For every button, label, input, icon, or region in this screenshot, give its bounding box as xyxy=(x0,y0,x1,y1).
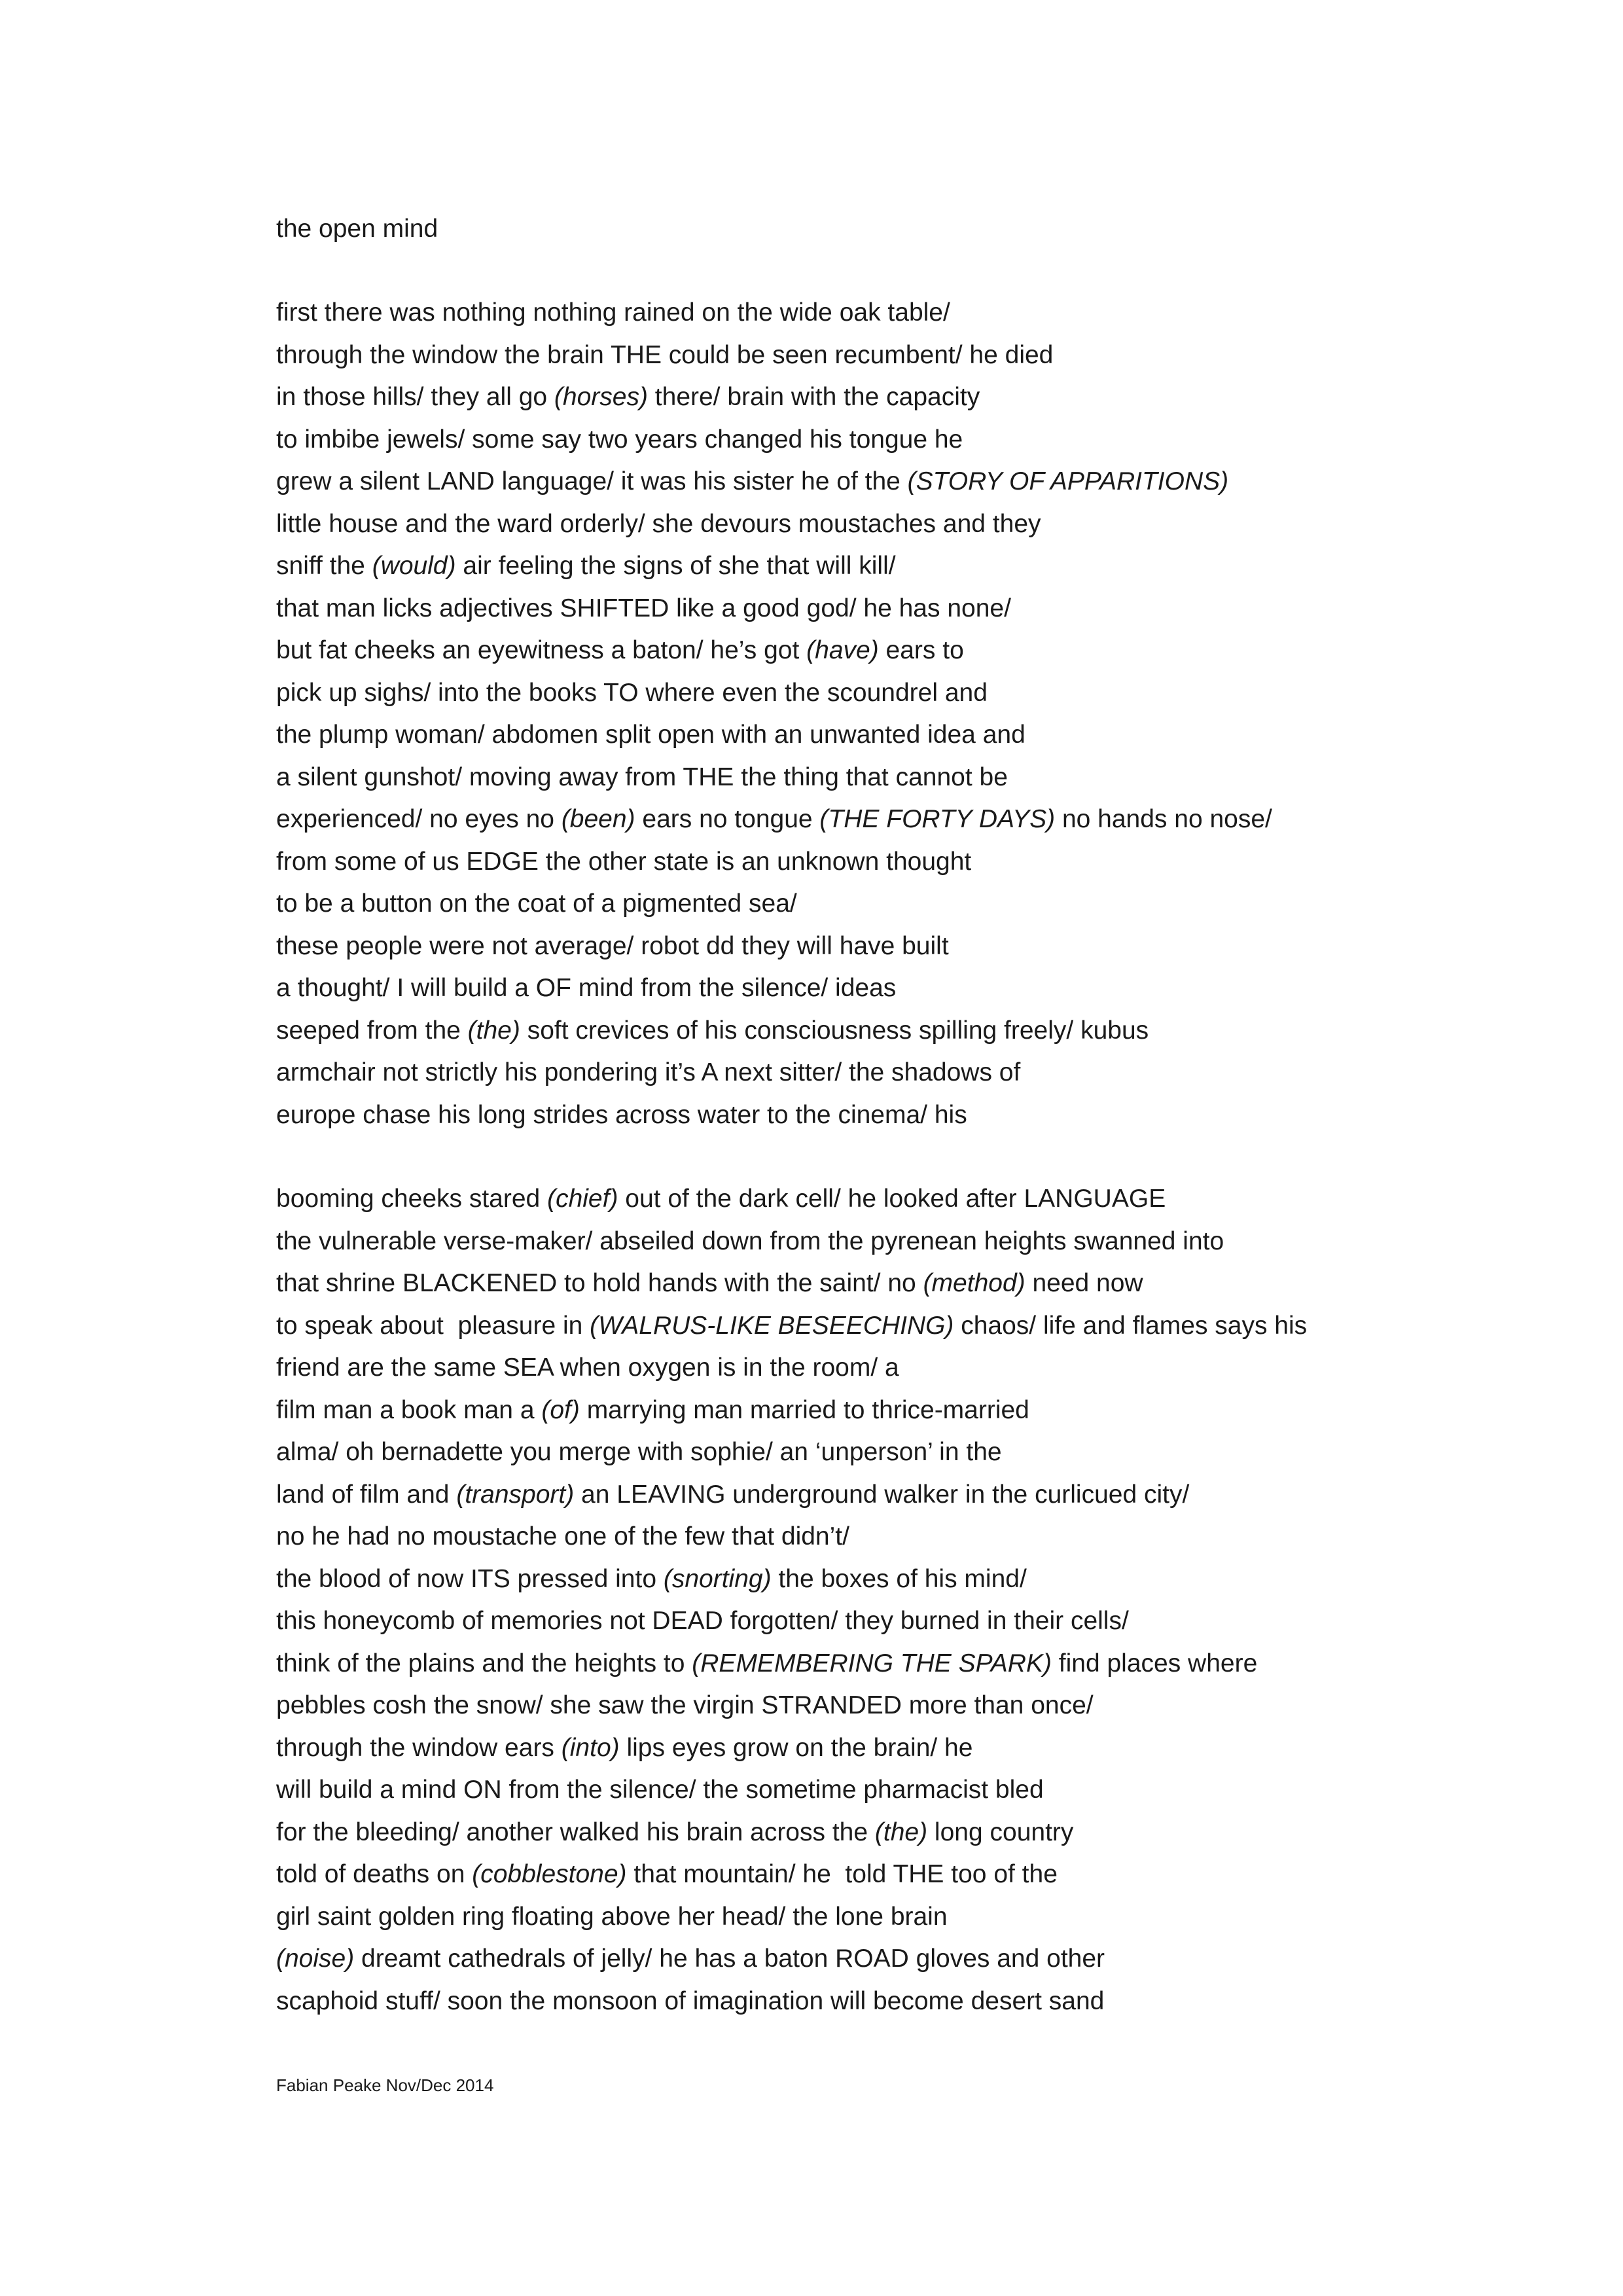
text-segment: the vulnerable verse-maker/ abseiled down from the pyrenean heights swanned into xyxy=(276,1227,1224,1255)
poem-line xyxy=(276,925,1585,968)
text-segment: europe chase his long strides across water to the cinema/ his xyxy=(276,1100,967,1129)
poem-line xyxy=(276,1643,1585,1685)
text-segment: for the bleeding/ another walked his brain across the xyxy=(276,1818,875,1846)
poem-line xyxy=(276,672,1585,715)
text-segment: pebbles cosh the snow/ she saw the virgin STRANDED more than once/ xyxy=(276,1691,1094,1719)
text-segment: dreamt cathedrals of jelly/ he has a baton ROAD gloves and other xyxy=(354,1945,1105,1973)
text-segment: marrying man married to thrice-married xyxy=(579,1395,1029,1424)
poem-line xyxy=(276,419,1585,461)
text-segment: from some of us EDGE the other state is an unknown thought xyxy=(276,847,972,876)
poem-line xyxy=(276,841,1585,884)
text-segment: a silent gunshot/ moving away from THE the thing that cannot be xyxy=(276,762,1008,791)
text-segment: through the window ears xyxy=(276,1733,562,1762)
text-segment: pick up sighs/ into the books TO where even the scoundrel and xyxy=(276,678,988,707)
text-segment: in those hills/ they all go xyxy=(276,383,554,411)
text-segment: sniff the xyxy=(276,552,372,580)
stanza-1 xyxy=(276,292,1585,1136)
poem-line xyxy=(276,1854,1585,1896)
poem-title: the open mind xyxy=(276,215,438,243)
italic-segment: (REMEMBERING THE SPARK) xyxy=(692,1649,1052,1677)
poem-line xyxy=(276,1600,1585,1643)
poem-line xyxy=(276,1178,1585,1221)
text-segment: air feeling the signs of she that will kill/ xyxy=(455,552,896,580)
poem-line xyxy=(276,1558,1585,1601)
poem-line xyxy=(276,1052,1585,1094)
text-segment: this honeycomb of memories not DEAD forgotten/ they burned in their cells/ xyxy=(276,1607,1129,1635)
stanza-2 xyxy=(276,1178,1585,2022)
poem-line xyxy=(276,714,1585,757)
poem-line xyxy=(276,334,1585,377)
poem-line xyxy=(276,630,1585,672)
italic-segment: (cobblestone) xyxy=(472,1860,627,1888)
italic-segment: (transport) xyxy=(456,1480,575,1509)
text-segment: armchair not strictly his pondering it’s A next sitter/ the shadows of xyxy=(276,1058,1021,1086)
poem-line xyxy=(276,1305,1585,1348)
italic-segment: (WALRUS-LIKE BESEECHING) xyxy=(590,1311,954,1340)
poem-line xyxy=(276,1390,1585,1432)
text-segment: land of film and xyxy=(276,1480,457,1509)
text-segment: think of the plains and the heights to xyxy=(276,1649,692,1677)
text-segment: told of deaths on xyxy=(276,1860,473,1888)
poem-line xyxy=(276,1769,1585,1812)
italic-segment: (the) xyxy=(874,1818,928,1846)
italic-segment: (been) xyxy=(561,805,635,833)
text-segment: no hands no nose/ xyxy=(1055,805,1272,833)
poem-line xyxy=(276,461,1585,503)
text-segment: the blood of now ITS pressed into xyxy=(276,1564,664,1593)
poem-line xyxy=(276,1981,1585,2023)
text-segment: through the window the brain THE could be seen recumbent/ he died xyxy=(276,340,1054,369)
text-segment: long country xyxy=(927,1818,1074,1846)
text-segment: chaos/ life and flames says his xyxy=(954,1311,1308,1340)
poem-line xyxy=(276,588,1585,630)
text-segment: girl saint golden ring floating above her head/ the lone brain xyxy=(276,1902,948,1931)
italic-segment: (snorting) xyxy=(663,1564,772,1593)
italic-segment: (STORY OF APPARITIONS) xyxy=(907,467,1229,495)
italic-segment: (THE FORTY DAYS) xyxy=(819,805,1056,833)
poem-line xyxy=(276,1474,1585,1516)
text-segment: first there was nothing nothing rained on the wide oak table/ xyxy=(276,298,950,327)
text-segment: ears to xyxy=(878,636,964,664)
poem-line xyxy=(276,545,1585,588)
text-segment: will build a mind ON from the silence/ the sometime pharmacist bled xyxy=(276,1776,1044,1804)
italic-segment: (horses) xyxy=(554,383,648,411)
poem-line xyxy=(276,292,1585,334)
poem-line xyxy=(276,503,1585,546)
text-segment: film man a book man a xyxy=(276,1395,542,1424)
text-segment: the boxes of his mind/ xyxy=(771,1564,1027,1593)
poem-line xyxy=(276,1812,1585,1854)
author-signature: Fabian Peake Nov/Dec 2014 xyxy=(276,2075,494,2095)
poem-line xyxy=(276,1896,1585,1939)
italic-segment: (the) xyxy=(467,1016,520,1045)
text-segment: soft crevices of his consciousness spilling freely/ kubus xyxy=(520,1016,1149,1045)
poem-line xyxy=(276,1221,1585,1263)
text-segment: experienced/ no eyes no xyxy=(276,805,562,833)
text-segment: these people were not average/ robot dd they will have built xyxy=(276,931,949,960)
poem-line xyxy=(276,376,1585,419)
text-segment: lips eyes grow on the brain/ he xyxy=(619,1733,973,1762)
italic-segment: (would) xyxy=(372,552,456,580)
poem-line xyxy=(276,1263,1585,1305)
text-segment: the plump woman/ abdomen split open with an unwanted idea and xyxy=(276,721,1026,749)
poem-line xyxy=(276,1938,1585,1981)
poem-line xyxy=(276,1727,1585,1770)
text-segment: there/ brain with the capacity xyxy=(647,383,980,411)
poem-line xyxy=(276,1347,1585,1390)
italic-segment: (of) xyxy=(541,1395,580,1424)
text-segment: that man licks adjectives SHIFTED like a good god/ he has none/ xyxy=(276,594,1011,622)
poem-line xyxy=(276,883,1585,925)
text-segment: that mountain/ he told THE too of the xyxy=(626,1860,1058,1888)
text-segment: friend are the same SEA when oxygen is in the room/ a xyxy=(276,1354,899,1382)
text-segment: an LEAVING underground walker in the curlicued city/ xyxy=(574,1480,1190,1509)
text-segment: to imbibe jewels/ some say two years changed his tongue he xyxy=(276,425,963,454)
poem-line xyxy=(276,757,1585,799)
text-segment: no he had no moustache one of the few that didn’t/ xyxy=(276,1522,849,1551)
poem-line xyxy=(276,1516,1585,1558)
poem-line xyxy=(276,1431,1585,1474)
italic-segment: (have) xyxy=(806,636,879,664)
text-segment: out of the dark cell/ he looked after LANGUAGE xyxy=(618,1185,1166,1213)
text-segment: to be a button on the coat of a pigmented sea/ xyxy=(276,889,797,918)
italic-segment: (into) xyxy=(561,1733,620,1762)
italic-segment: (noise) xyxy=(276,1945,355,1973)
italic-segment: (chief) xyxy=(547,1185,618,1213)
text-segment: find places where xyxy=(1051,1649,1258,1677)
text-segment: alma/ oh bernadette you merge with sophie/ an ‘unperson’ in the xyxy=(276,1438,1002,1466)
text-segment: seeped from the xyxy=(276,1016,468,1045)
poem-line xyxy=(276,1685,1585,1727)
poem-line xyxy=(276,1094,1585,1137)
text-segment: scaphoid stuff/ soon the monsoon of imagination will become desert sand xyxy=(276,1986,1105,2015)
text-segment: a thought/ I will build a OF mind from the silence/ ideas xyxy=(276,974,897,1002)
italic-segment: (method) xyxy=(923,1269,1026,1297)
poem-line xyxy=(276,798,1585,841)
text-segment: booming cheeks stared xyxy=(276,1185,548,1213)
poem-line xyxy=(276,1010,1585,1052)
text-segment: grew a silent LAND language/ it was his sister he of the xyxy=(276,467,908,495)
text-segment: need now xyxy=(1025,1269,1143,1297)
text-segment: little house and the ward orderly/ she devours moustaches and they xyxy=(276,509,1041,538)
poem-line xyxy=(276,967,1585,1010)
text-segment: to speak about pleasure in xyxy=(276,1311,590,1340)
text-segment: that shrine BLACKENED to hold hands with the saint/ no xyxy=(276,1269,923,1297)
text-segment: ears no tongue xyxy=(635,805,820,833)
text-segment: but fat cheeks an eyewitness a baton/ he’s got xyxy=(276,636,807,664)
